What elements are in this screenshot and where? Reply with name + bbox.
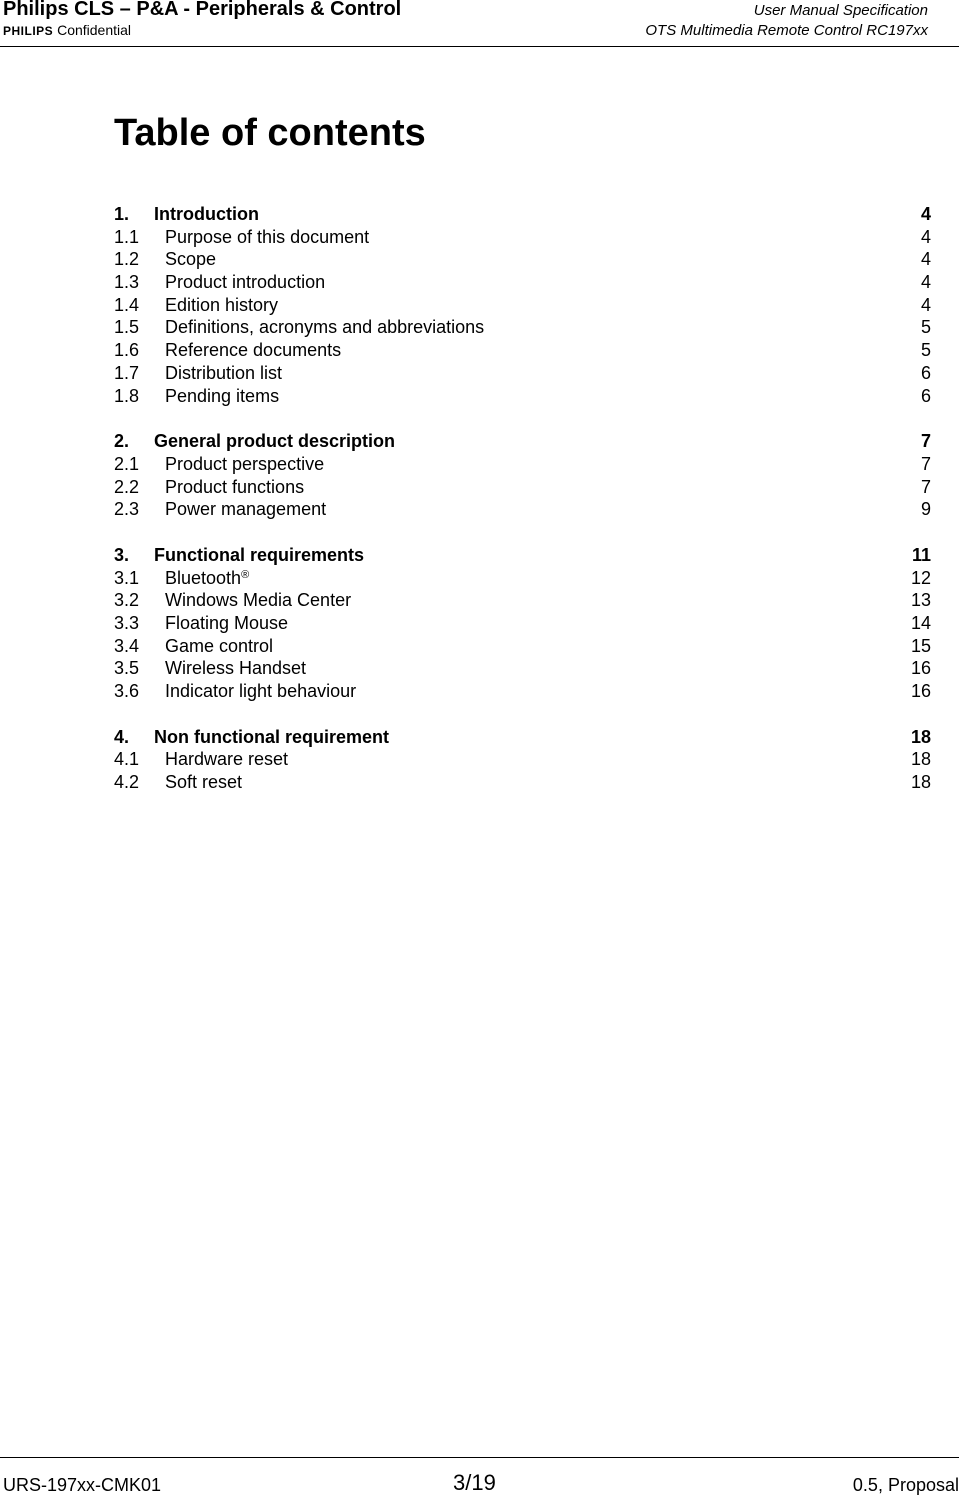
toc-number: 2.2 bbox=[114, 476, 140, 497]
table-of-contents bbox=[114, 204, 931, 795]
toc-page: 14 bbox=[910, 613, 931, 633]
toc-number: 1.2 bbox=[114, 249, 140, 270]
toc-page: 5 bbox=[920, 340, 931, 361]
toc-label: Reference documents bbox=[165, 340, 342, 361]
toc-page: 18 bbox=[910, 772, 931, 793]
toc-entry[interactable] bbox=[114, 477, 931, 500]
toc-entry[interactable] bbox=[114, 658, 931, 681]
toc-label: Distribution list bbox=[165, 362, 283, 383]
toc-number: 1.4 bbox=[114, 294, 140, 315]
toc-chapter[interactable] bbox=[114, 431, 931, 454]
toc-number: 3.1 bbox=[114, 567, 140, 588]
toc-label: Game control bbox=[165, 635, 274, 656]
toc-entry[interactable] bbox=[114, 568, 931, 591]
toc-entry[interactable] bbox=[114, 295, 931, 318]
header-company: Philips CLS – P&A - Peripherals & Control bbox=[3, 0, 402, 20]
toc-page: 11 bbox=[911, 544, 931, 565]
toc-number: 1.8 bbox=[114, 385, 140, 406]
toc-page: 7 bbox=[920, 431, 931, 452]
toc-label: Indicator light behaviour bbox=[165, 681, 357, 702]
toc-label: Edition history bbox=[165, 294, 279, 315]
toc-entry[interactable] bbox=[114, 454, 931, 477]
toc-label: Wireless Handset bbox=[165, 658, 307, 679]
toc-number: 3.5 bbox=[114, 658, 140, 679]
toc-number: 2.1 bbox=[114, 453, 140, 474]
toc-entry[interactable] bbox=[114, 317, 931, 340]
toc-page: 6 bbox=[920, 385, 931, 406]
toc-number: 1.5 bbox=[114, 317, 140, 338]
toc-label-wrap bbox=[165, 568, 249, 589]
toc-number: 1.7 bbox=[114, 362, 140, 383]
philips-logo: PHILIPS bbox=[3, 24, 54, 38]
toc-label: Product introduction bbox=[165, 272, 326, 293]
toc-number: 4.1 bbox=[114, 749, 140, 770]
toc-spacer bbox=[114, 522, 931, 545]
toc-label: Soft reset bbox=[165, 772, 243, 793]
toc-page: 4 bbox=[920, 226, 931, 247]
toc-label: Purpose of this document bbox=[165, 226, 370, 247]
toc-number: 1.6 bbox=[114, 340, 140, 361]
page-header bbox=[0, 0, 959, 47]
toc-label: Definitions, acronyms and abbreviations bbox=[165, 317, 485, 338]
footer-doc-id: URS-197xx-CMK01 bbox=[3, 1475, 162, 1495]
toc-number: 1.1 bbox=[114, 226, 140, 247]
footer-page-number: 3/19 bbox=[453, 1470, 496, 1495]
toc-label: Hardware reset bbox=[165, 749, 289, 770]
toc-chapter[interactable] bbox=[114, 727, 931, 750]
toc-page: 4 bbox=[920, 294, 931, 315]
header-product: OTS Multimedia Remote Control RC197xx bbox=[645, 22, 928, 39]
toc-page: 4 bbox=[920, 249, 931, 270]
toc-label: Functional requirements bbox=[154, 544, 365, 565]
toc-page: 18 bbox=[910, 749, 931, 770]
toc-number: 4.2 bbox=[114, 772, 140, 793]
toc-page: 4 bbox=[920, 204, 931, 224]
toc-number: 2. bbox=[114, 431, 130, 452]
toc-entry[interactable] bbox=[114, 249, 931, 272]
toc-chapter[interactable] bbox=[114, 204, 931, 227]
page-title: Table of contents bbox=[114, 112, 426, 154]
toc-label: Floating Mouse bbox=[165, 613, 289, 633]
toc-label: Pending items bbox=[165, 385, 280, 406]
registered-mark: ® bbox=[241, 568, 250, 581]
toc-page: 15 bbox=[910, 635, 931, 656]
header-confidential: Confidential bbox=[57, 22, 132, 38]
toc-label: Product perspective bbox=[165, 453, 325, 474]
toc-label: Non functional requirement bbox=[154, 726, 390, 747]
toc-page: 16 bbox=[910, 681, 931, 702]
toc-page: 16 bbox=[910, 658, 931, 679]
footer-version: 0.5, Proposal bbox=[852, 1475, 959, 1495]
toc-chapter[interactable] bbox=[114, 545, 931, 568]
toc-spacer bbox=[114, 408, 931, 431]
toc-number: 2.3 bbox=[114, 499, 140, 520]
toc-label: Windows Media Center bbox=[165, 590, 352, 611]
toc-number: 3.6 bbox=[114, 681, 140, 702]
toc-entry[interactable] bbox=[114, 590, 931, 613]
toc-entry[interactable] bbox=[114, 272, 931, 295]
toc-page: 12 bbox=[910, 567, 931, 588]
toc-entry[interactable] bbox=[114, 749, 931, 772]
toc-number: 3.2 bbox=[114, 590, 140, 611]
toc-label: General product description bbox=[154, 431, 396, 452]
toc-page: 7 bbox=[920, 476, 931, 497]
toc-number: 1.3 bbox=[114, 272, 140, 293]
toc-entry[interactable] bbox=[114, 340, 931, 363]
toc-label: Bluetooth bbox=[165, 567, 242, 588]
toc-spacer bbox=[114, 704, 931, 727]
toc-entry[interactable] bbox=[114, 499, 931, 522]
toc-label: Scope bbox=[165, 249, 217, 270]
toc-page: 4 bbox=[920, 272, 931, 293]
toc-entry[interactable] bbox=[114, 613, 931, 636]
toc-entry[interactable] bbox=[114, 363, 931, 386]
toc-page: 18 bbox=[910, 726, 931, 747]
page-footer bbox=[0, 1457, 959, 1497]
toc-entry[interactable] bbox=[114, 636, 931, 659]
toc-number: 3. bbox=[114, 544, 130, 565]
toc-label: Introduction bbox=[154, 204, 259, 224]
toc-number: 3.3 bbox=[114, 613, 140, 633]
toc-number: 3.4 bbox=[114, 635, 140, 656]
toc-number: 4. bbox=[114, 726, 130, 747]
toc-entry[interactable] bbox=[114, 386, 931, 409]
header-doc-type: User Manual Specification bbox=[753, 2, 928, 19]
toc-page: 13 bbox=[910, 590, 931, 611]
toc-page: 9 bbox=[920, 499, 931, 520]
toc-page: 7 bbox=[920, 453, 931, 474]
toc-page: 5 bbox=[920, 317, 931, 338]
toc-entry[interactable] bbox=[114, 681, 931, 704]
toc-entry[interactable] bbox=[114, 772, 931, 795]
header-confidential-line bbox=[3, 22, 131, 38]
toc-label: Product functions bbox=[165, 476, 305, 497]
toc-label: Power management bbox=[165, 499, 327, 520]
toc-page: 6 bbox=[920, 362, 931, 383]
toc-entry[interactable] bbox=[114, 227, 931, 250]
toc-number: 1. bbox=[114, 204, 130, 224]
